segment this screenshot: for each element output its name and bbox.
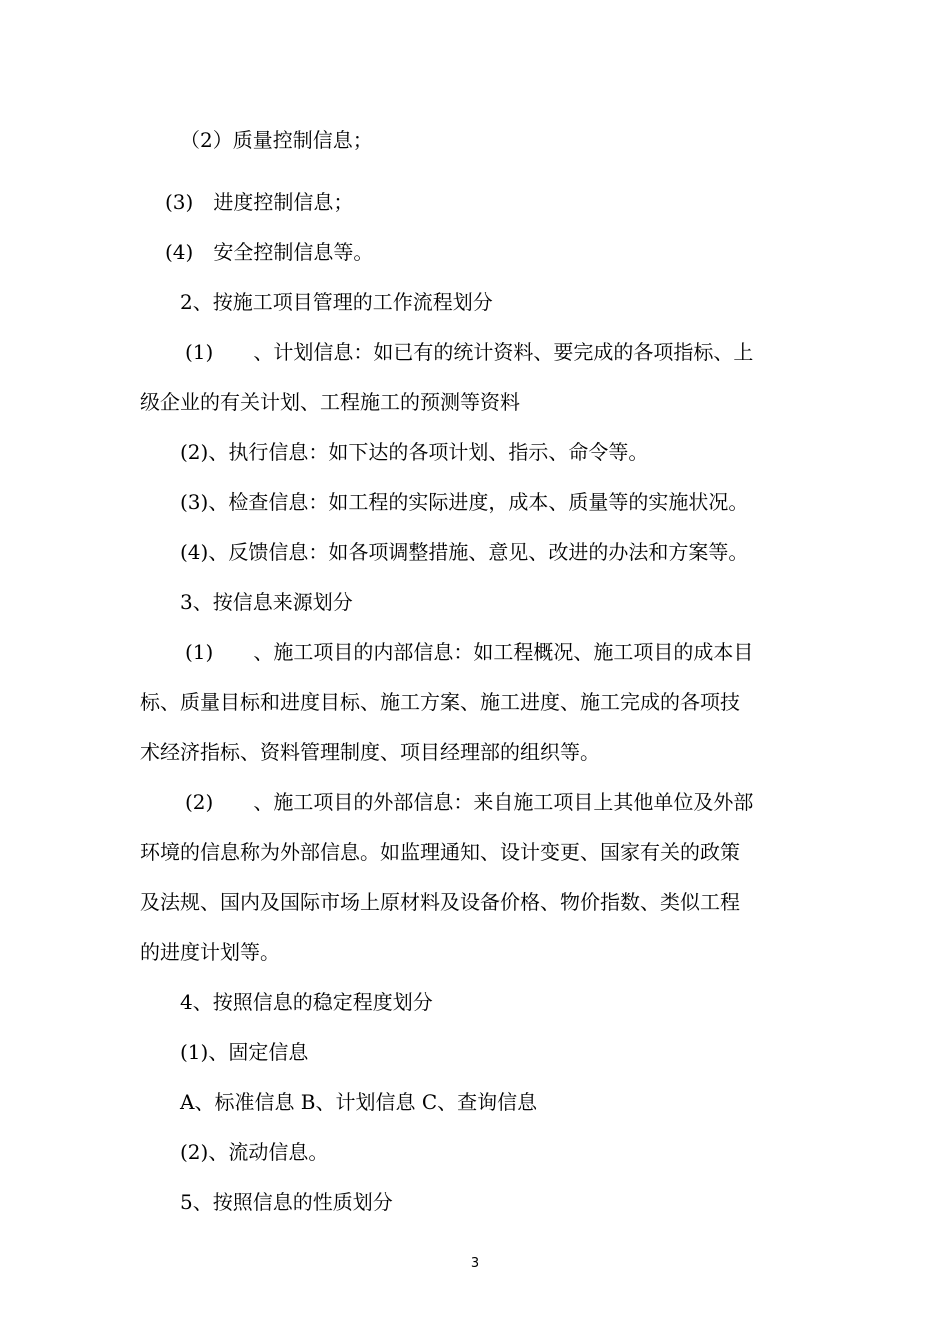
text-line: 标、质量目标和进度目标、施工方案、施工进度、施工完成的各项技 [140,690,740,714]
text-line: (2) 、施工项目的外部信息：来自施工项目上其他单位及外部 [185,790,754,814]
text-line: (1) 、施工项目的内部信息：如工程概况、施工项目的成本目 [185,640,754,664]
text-line: (1) 、计划信息：如已有的统计资料、要完成的各项指标、上 [185,340,754,364]
section-heading: 3、按信息来源划分 [180,590,353,614]
text-line: (3)、检查信息：如工程的实际进度，成本、质量等的实施状况。 [180,490,749,514]
section-heading: 5、按照信息的性质划分 [180,1190,393,1214]
text-line: 术经济指标、资料管理制度、项目经理部的组织等。 [140,740,600,764]
text-line: (2)、流动信息。 [180,1140,329,1164]
text-line: 级企业的有关计划、工程施工的预测等资料 [140,390,520,414]
text-line: （2）质量控制信息； [180,128,373,152]
text-line: (2)、执行信息：如下达的各项计划、指示、命令等。 [180,440,649,464]
text-line: (4)、反馈信息：如各项调整措施、意见、改进的办法和方案等。 [180,540,749,564]
text-line: 及法规、国内及国际市场上原材料及设备价格、物价指数、类似工程 [140,890,740,914]
page-number: 3 [470,1256,480,1271]
text-line: 环境的信息称为外部信息。如监理通知、设计变更、国家有关的政策 [140,840,740,864]
text-line: A、标准信息 B、计划信息 C、查询信息 [180,1090,538,1114]
text-line: 的进度计划等。 [140,940,280,964]
text-line: (1)、固定信息 [180,1040,309,1064]
text-line: (3) 进度控制信息； [165,190,354,214]
text-line: (4) 安全控制信息等。 [165,240,374,264]
section-heading: 4、按照信息的稳定程度划分 [180,990,433,1014]
section-heading: 2、按施工项目管理的工作流程划分 [180,290,493,314]
